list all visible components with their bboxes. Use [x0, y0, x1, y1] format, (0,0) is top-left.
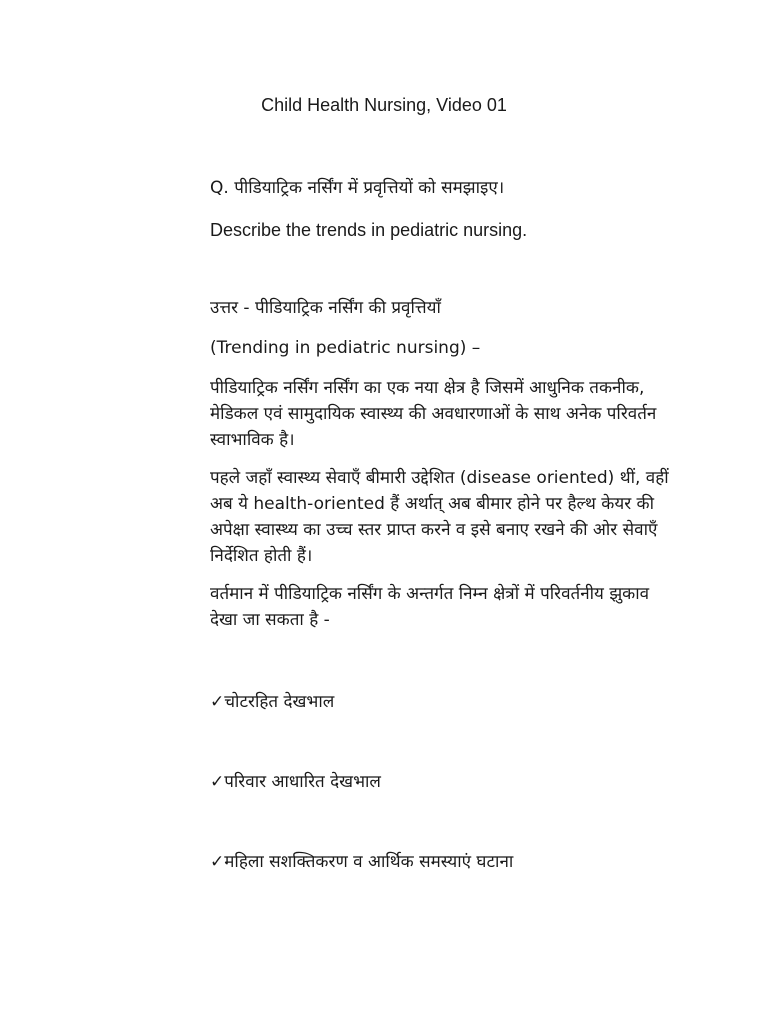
document-body [210, 175, 680, 929]
answer-english-heading: (Trending in pediatric nursing) – [210, 338, 481, 358]
question-english: Describe the trends in pediatric nursing. [210, 220, 528, 240]
answer-paragraph-1: पीडियाट्रिक नर्सिंग नर्सिंग का एक नया क्षेत्र है जिसमें आधुनिक तकनीक, मेडिकल एवं सामुदायिक स्वास्थ्य की अवधारणाओं के साथ अनेक परिवर्तन स्वाभाविक है। [210, 378, 657, 450]
list-item: ✓महिला सशक्तिकरण व आर्थिक समस्याएं घटाना [210, 852, 514, 872]
question-hindi: Q. पीडियाट्रिक नर्सिंग में प्रवृत्तियों को समझाइए। [210, 178, 505, 198]
list-item: ✓परिवार आधारित देखभाल [210, 772, 381, 792]
answer-heading: उत्तर - पीडियाट्रिक नर्सिंग की प्रवृत्तियाँ [210, 298, 441, 318]
answer-paragraph-3: वर्तमान में पीडियाट्रिक नर्सिंग के अन्तर्गत निम्न क्षेत्रों में परिवर्तनीय झुकाव देखा जा सकता है - [210, 584, 650, 630]
answer-paragraph-2: पहले जहाँ स्वास्थ्य सेवाएँ बीमारी उद्देशित (disease oriented) थीं, वहीं अब ये health-oriented हैं अर्थात् अब बीमार होने पर हैल्थ केयर की अपेक्षा स्वास्थ्य का उच्च स्तर प्राप्त करने व इसे बनाए रखने की ओर सेवाएँ निर्देशित होती हैं। [210, 468, 669, 566]
document-title: Child Health Nursing, Video 01 [261, 95, 507, 115]
list-item: ✓चोटरहित देखभाल [210, 692, 335, 712]
